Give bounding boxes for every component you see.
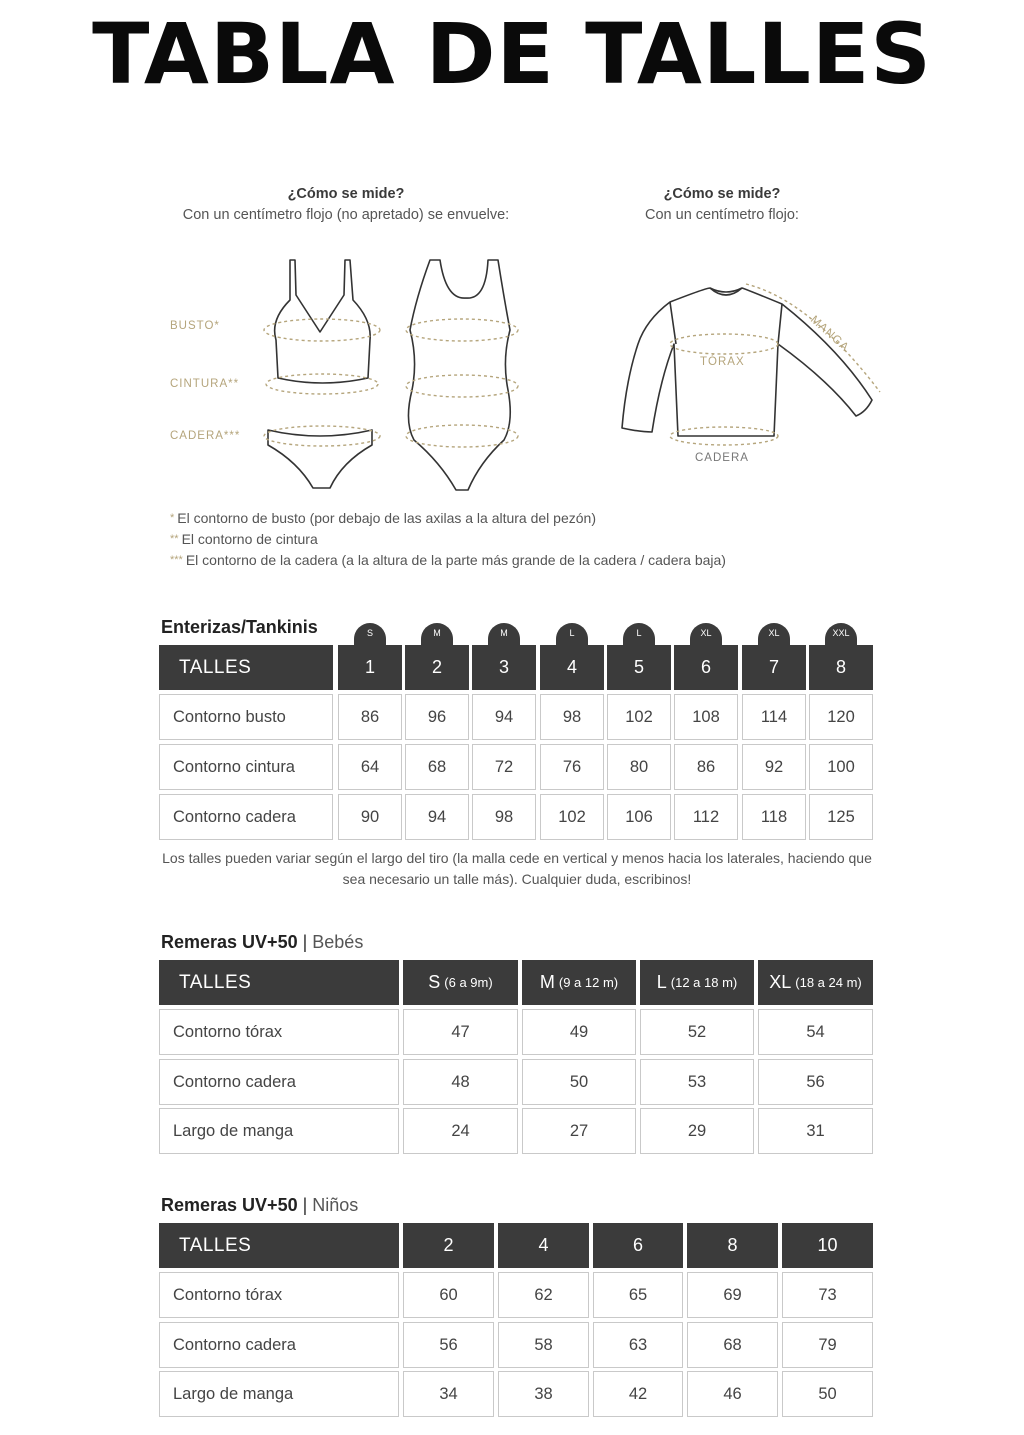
table-cell: 58 (498, 1322, 589, 1368)
table-cell: 76 (540, 744, 604, 790)
table-cell: 79 (782, 1322, 873, 1368)
measurement-illustration (150, 240, 890, 500)
table-cell: 92 (742, 744, 806, 790)
table1-size-header: 4 (540, 645, 604, 690)
table1-size-header: 3 (472, 645, 536, 690)
table-cell: 49 (522, 1009, 636, 1055)
table-cell: 47 (403, 1009, 518, 1055)
table-cell: 98 (540, 694, 604, 740)
table-cell: 46 (687, 1371, 778, 1417)
table-cell: 29 (640, 1108, 754, 1154)
table-cell: 50 (522, 1059, 636, 1105)
note-hip: *** El contorno de la cadera (a la altura de la parte más grande de la cadera / cadera baja) (170, 552, 726, 568)
table-cell: 69 (687, 1272, 778, 1318)
size-letter-tab: S (354, 623, 386, 657)
size-letter-tab: M (421, 623, 453, 657)
label-manga: MANGA (808, 313, 852, 355)
table1-size-header: 2 (405, 645, 469, 690)
label-cadera: CADERA*** (170, 430, 241, 442)
how-to-measure-shirt (600, 184, 844, 226)
table-cell: 56 (758, 1059, 873, 1105)
table-cell: 102 (540, 794, 604, 840)
row-label-torax: Contorno tórax (159, 1009, 399, 1055)
label-torax: TÓRAX (700, 356, 745, 368)
label-busto: BUSTO* (170, 320, 220, 332)
table2-size-header: L (12 a 18 m) (640, 960, 754, 1005)
table-cell: 106 (607, 794, 671, 840)
table-cell: 112 (674, 794, 738, 840)
table-cell: 60 (403, 1272, 494, 1318)
long-sleeve-shirt-outline (622, 288, 872, 436)
onepiece-bust-line (406, 319, 518, 341)
how-question: ¿Cómo se mide? (287, 186, 405, 202)
table-cell: 68 (687, 1322, 778, 1368)
table3-size-header: 8 (687, 1223, 778, 1268)
table-cell: 27 (522, 1108, 636, 1154)
table-cell: 102 (607, 694, 671, 740)
table-cell: 80 (607, 744, 671, 790)
label-cadera-remera: CADERA (695, 452, 749, 464)
table-cell: 62 (498, 1272, 589, 1318)
row-label-cintura: Contorno cintura (159, 744, 333, 790)
row-label-torax: Contorno tórax (159, 1272, 399, 1318)
table1-header-talles: TALLES (159, 645, 333, 690)
chest-measure-line (670, 334, 778, 354)
table1-title: Enterizas/Tankinis (161, 617, 318, 637)
table-cell: 31 (758, 1108, 873, 1154)
how-to-measure-swimwear (150, 184, 542, 226)
note-waist: ** El contorno de cintura (170, 531, 318, 547)
table-cell: 52 (640, 1009, 754, 1055)
table-cell: 86 (674, 744, 738, 790)
table3-header-talles: TALLES (159, 1223, 399, 1268)
table-cell: 73 (782, 1272, 873, 1318)
size-letter-tab: XL (758, 623, 790, 657)
row-label-cadera: Contorno cadera (159, 1059, 399, 1105)
size-letter-tab: XXL (825, 623, 857, 657)
table-cell: 96 (405, 694, 469, 740)
measurement-notes (170, 508, 726, 571)
table2-header-talles: TALLES (159, 960, 399, 1005)
how-text: Con un centímetro flojo: (645, 207, 799, 223)
table1-size-header: 7 (742, 645, 806, 690)
table-cell: 98 (472, 794, 536, 840)
table2-size-header: S (6 a 9m) (403, 960, 518, 1005)
table-cell: 90 (338, 794, 402, 840)
table-cell: 120 (809, 694, 873, 740)
onepiece-waist-line (406, 375, 518, 397)
table-cell: 100 (809, 744, 873, 790)
table3-size-header: 4 (498, 1223, 589, 1268)
row-label-cadera: Contorno cadera (159, 794, 333, 840)
size-letter-tab: XL (690, 623, 722, 657)
bikini-top-outline (275, 260, 371, 383)
table-cell: 50 (782, 1371, 873, 1417)
table1-footnote: Los talles pueden variar según el largo del tiro (la malla cede en vertical y menos hacia los laterales, haciendo que sea necesario un talle más). Cualquier duda, escribinos! (162, 850, 872, 887)
size-letter-tab: L (556, 623, 588, 657)
table2-size-header: XL (18 a 24 m) (758, 960, 873, 1005)
table-cell: 125 (809, 794, 873, 840)
bikini-bottom-outline (268, 430, 372, 488)
table-cell: 34 (403, 1371, 494, 1417)
note-bust: * El contorno de busto (por debajo de las axilas a la altura del pezón) (170, 510, 596, 526)
table-cell: 94 (472, 694, 536, 740)
table3-title: Remeras UV+50 | Niños (161, 1195, 359, 1215)
table-cell: 48 (403, 1059, 518, 1105)
table-cell: 24 (403, 1108, 518, 1154)
table-cell: 86 (338, 694, 402, 740)
size-letter-tab: L (623, 623, 655, 657)
how-text: Con un centímetro flojo (no apretado) se envuelve: (182, 207, 510, 223)
table3-size-header: 2 (403, 1223, 494, 1268)
one-piece-outline (408, 260, 510, 490)
table1-size-header: 5 (607, 645, 671, 690)
table-cell: 94 (405, 794, 469, 840)
label-cintura: CINTURA** (170, 378, 240, 390)
row-label-manga: Largo de manga (159, 1371, 399, 1417)
table-cell: 38 (498, 1371, 589, 1417)
page-title: TABLA DE TALLES (92, 5, 932, 103)
waist-measure-line (266, 374, 378, 394)
table-cell: 53 (640, 1059, 754, 1105)
size-letter-tab: M (488, 623, 520, 657)
table2-size-header: M (9 a 12 m) (522, 960, 636, 1005)
how-question: ¿Cómo se mide? (663, 186, 781, 202)
table3-size-header: 6 (593, 1223, 683, 1268)
table-cell: 54 (758, 1009, 873, 1055)
onepiece-hip-line (406, 425, 518, 447)
table1-size-header: 6 (674, 645, 738, 690)
row-label-cadera: Contorno cadera (159, 1322, 399, 1368)
table-cell: 65 (593, 1272, 683, 1318)
table-cell: 118 (742, 794, 806, 840)
table-cell: 114 (742, 694, 806, 740)
garment-drawings (150, 240, 890, 500)
table-cell: 72 (472, 744, 536, 790)
table1-size-header: 1 (338, 645, 402, 690)
table-cell: 108 (674, 694, 738, 740)
table-cell: 68 (405, 744, 469, 790)
table1-size-header: 8 (809, 645, 873, 690)
row-label-manga: Largo de manga (159, 1108, 399, 1154)
row-label-busto: Contorno busto (159, 694, 333, 740)
table-cell: 63 (593, 1322, 683, 1368)
table3-size-header: 10 (782, 1223, 873, 1268)
table-cell: 64 (338, 744, 402, 790)
table-cell: 42 (593, 1371, 683, 1417)
table-cell: 56 (403, 1322, 494, 1368)
table2-title: Remeras UV+50 | Bebés (161, 932, 364, 952)
